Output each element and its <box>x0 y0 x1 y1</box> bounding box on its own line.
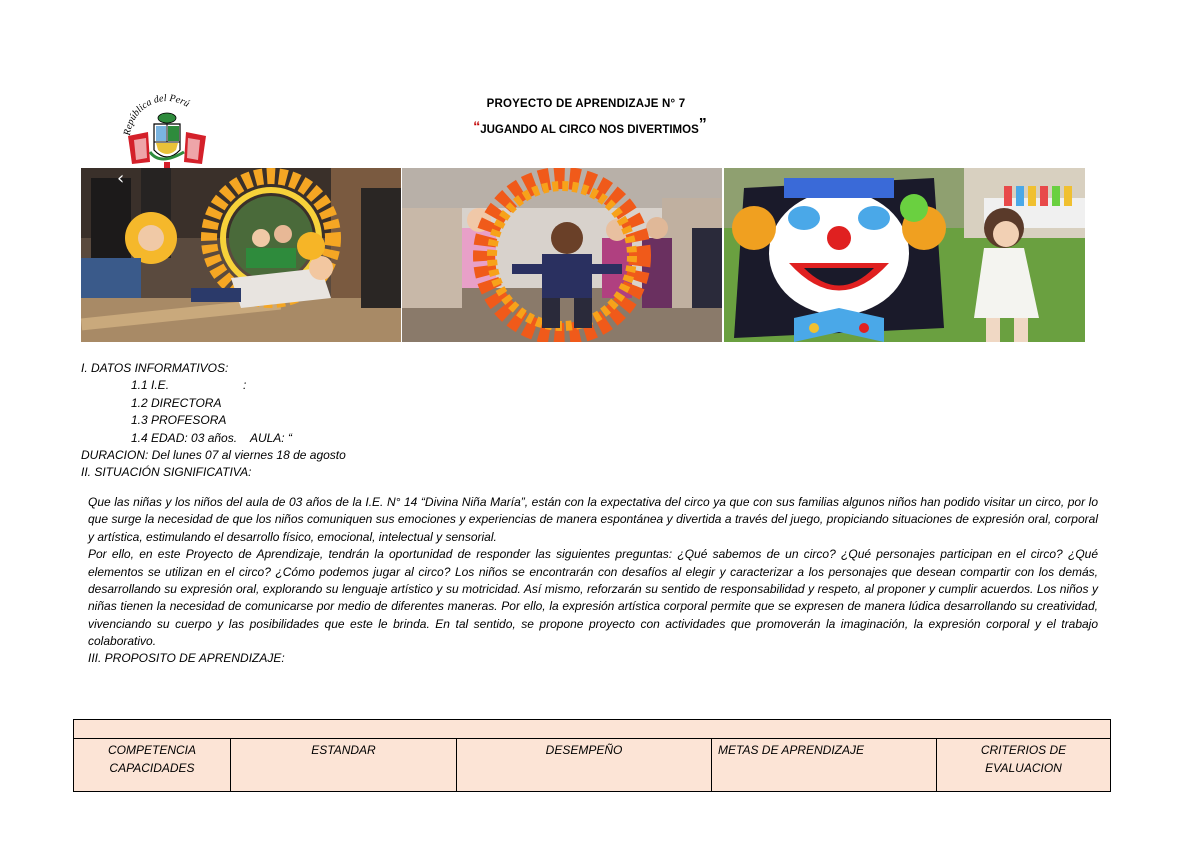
field-edad-aula: 1.4 EDAD: 03 años. AULA: “ <box>131 431 292 445</box>
proposito-table <box>73 719 1111 792</box>
photo-child-fire-hoop <box>402 168 722 342</box>
svg-text:República del Perú: República del Perú <box>122 92 192 137</box>
field-profesora: 1.3 PROFESORA <box>131 413 227 427</box>
table-header-estandar: ESTANDAR <box>231 739 457 791</box>
section-datos-heading: I. DATOS INFORMATIVOS: <box>81 361 229 375</box>
situacion-text <box>88 494 1098 651</box>
table-header-desempeno: DESEMPEÑO <box>457 739 712 791</box>
carousel-prev-icon: ‹ <box>117 168 125 189</box>
section-proposito-heading: III. PROPOSITO DE APRENDIZAJE: <box>88 651 285 665</box>
field-ie-label: 1.1 I.E. <box>131 378 170 392</box>
project-subtitle <box>0 116 1200 138</box>
subtitle-close-quote: ” <box>698 116 707 133</box>
field-ie-colon: : <box>243 378 247 392</box>
table-header-competencia: COMPETENCIA CAPACIDADES <box>74 739 231 791</box>
table-header-metas: METAS DE APRENDIZAJE <box>712 739 937 791</box>
field-ie <box>131 377 169 395</box>
situacion-paragraph-2: Por ello, en este Proyecto de Aprendizaje, tendrán la oportunidad de responder las siguientes preguntas: ¿Qué sabemos de un circo? ¿Qué personajes participan en el circo? ¿Qué elementos se utilizan en el circo? ¿Cómo podemos jugar al circo? Los niños se encontrarán con desafíos al elegir y caracterizar a los personajes que desean compartir con los demás, desarrollando su expresión oral, explorando su lenguaje artístico y su motricidad. Así mismo, reforzarán su sentido de responsabilidad y respeto, al proponer y cumplir acuerdos. Los niños y niñas tienen la necesidad de comunicarse por medio de diferentes maneras. Por ello, la expresión artística corporal permite que se expresen de manera lúdica desarrollando su creatividad, vivenciando su cuerpo y las posibilidades que este le brinda. En tal sentido, se propone proyecto con actividades que promoverán la imaginación, la expresión corporal y el trabajo colaborativo. <box>88 547 1098 649</box>
section-situacion-heading: II. SITUACIÓN SIGNIFICATIVA: <box>81 465 252 479</box>
project-title: PROYECTO DE APRENDIZAJE N° 7 <box>486 98 686 110</box>
photo-clown-game-board <box>724 168 1085 342</box>
field-directora: 1.2 DIRECTORA <box>131 396 222 410</box>
situacion-paragraph-1: Que las niñas y los niños del aula de 03 años de la I.E. N° 14 “Divina Niña María”, están con la expectativa del circo ya que con sus familias algunos niños han podido visitar un circo, por lo que surge la necesidad de que los niños comuniquen sus emociones y experiencias de manera espontánea y divertida a través del juego, propiciando situaciones de expresión oral, corporal y artística, estimulando el desarrollo físico, emocional, intelectual y sensorial. <box>88 495 1098 544</box>
table-top-row <box>74 720 1110 739</box>
field-duracion: DURACION: Del lunes 07 al viernes 18 de agosto <box>81 448 346 462</box>
subtitle-text: JUGANDO AL CIRCO NOS DIVERTIMOS <box>480 124 699 136</box>
table-header-criterios: CRITERIOS DE EVALUACION <box>980 743 1067 775</box>
subtitle-open-quote: “ <box>473 118 481 134</box>
photo-children-sun-hoop <box>81 168 401 342</box>
